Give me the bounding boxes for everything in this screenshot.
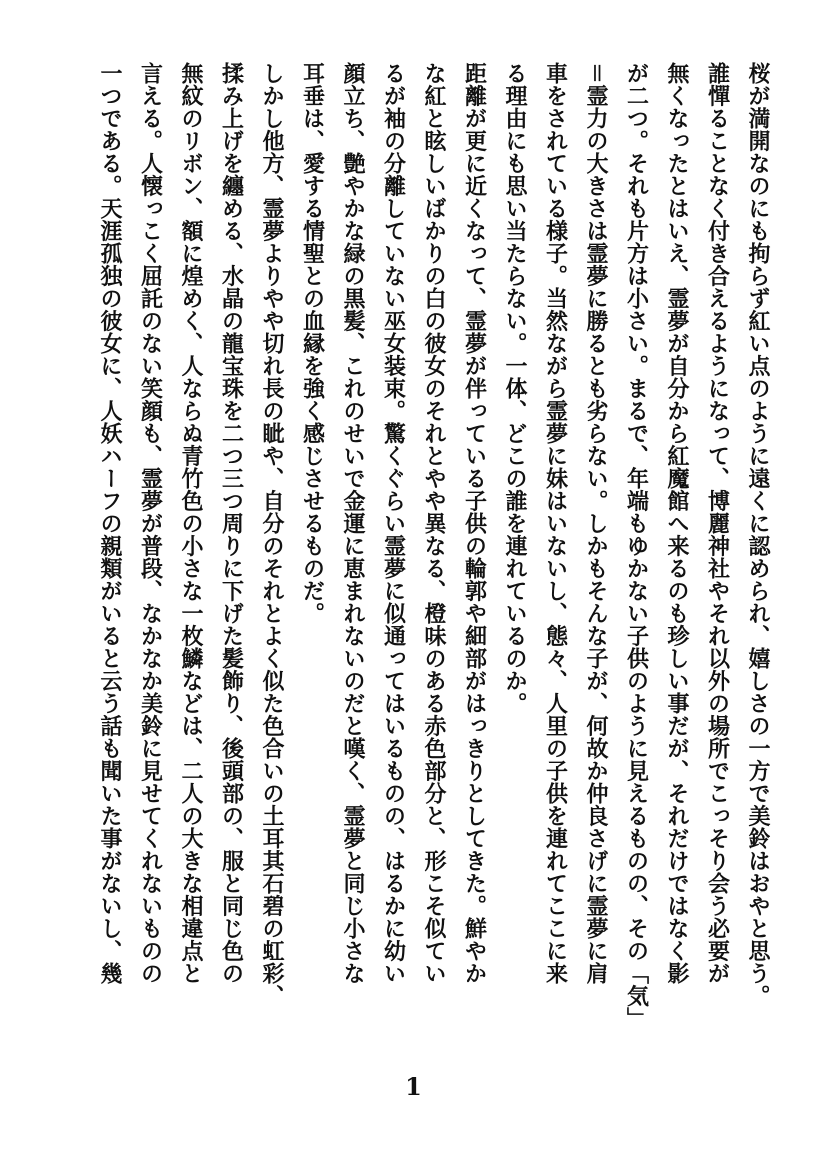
text-line: しかし他方、霊夢よりやや切れ長の眦や、自分のそれとよく似た色合いの土耳其石碧の虹彩、 xyxy=(259,62,284,1007)
vertical-text-body xyxy=(47,62,777,1062)
text-line: 耳垂は、愛する情聖との血縁を強く感じさせるものだ。 xyxy=(299,62,325,625)
text-line: 揉み上げを纏める、水晶の龍宝珠を二つ三つ周りに下げた髪飾り、後頭部の、服と同じ色の xyxy=(218,62,244,985)
text-line: 無紋のリボン、額に煌めく、人ならぬ青竹色の小さな一枚鱗などは、二人の大きな相違点と xyxy=(178,62,203,985)
page-number: 1 xyxy=(405,1072,422,1101)
text-line: る理由にも思い当たらない。一体、どこの誰を連れているのか。 xyxy=(502,62,527,715)
text-line: 無くなったとはいえ、霊夢が自分から紅魔館へ来るのも珍しい事だが、それだけではなく影 xyxy=(664,62,689,985)
text-line: 距離が更に近くなって、霊夢が伴っている子供の輪郭や細部がはっきりとしてきた。鮮やか xyxy=(461,62,487,985)
text-line: 顔立ち、艶やかな緑の黒髪、これのせいで金運に恵まれないのだと嘆く、霊夢と同じ小さな xyxy=(340,62,365,985)
text-line: が二つ。それも片方は小さい。まるで、年端もゆかない子供のように見えるものの、その「気」 xyxy=(623,62,649,1030)
text-line: な紅と眩しいばかりの白の彼女のそれとやや異なる、橙味のある赤色部分と、形こそ似てい xyxy=(421,62,446,985)
text-line: 桜が満開なのにも拘らず紅い点のように遠くに認められ、嬉しさの一方で美鈴はおやと思う。 xyxy=(745,62,770,1007)
text-line: 一つである。天涯孤独の彼女に、人妖ハーフの親類がいると云う話も聞いた事がないし、幾 xyxy=(97,62,122,985)
text-line: 誰憚ることなく付き合えるようになって、博麗神社やそれ以外の場所でこっそり会う必要が xyxy=(704,62,730,985)
text-line: 言える。人懐っこく屈託のない笑顔も、霊夢が普段、なかなか美鈴に見せてくれないものの xyxy=(137,62,163,985)
text-line: るが袖の分離していない巫女装束。驚くぐらい霊夢に似通ってはいるものの、はるかに幼い xyxy=(380,62,406,985)
text-line: ＝霊力の大きさは霊夢に勝るとも劣らない。しかもそんな子が、何故か仲良さげに霊夢に肩 xyxy=(583,62,608,985)
text-line: 車をされている様子。当然ながら霊夢に妹はいないし、態々、人里の子供を連れてここに来 xyxy=(542,62,568,985)
